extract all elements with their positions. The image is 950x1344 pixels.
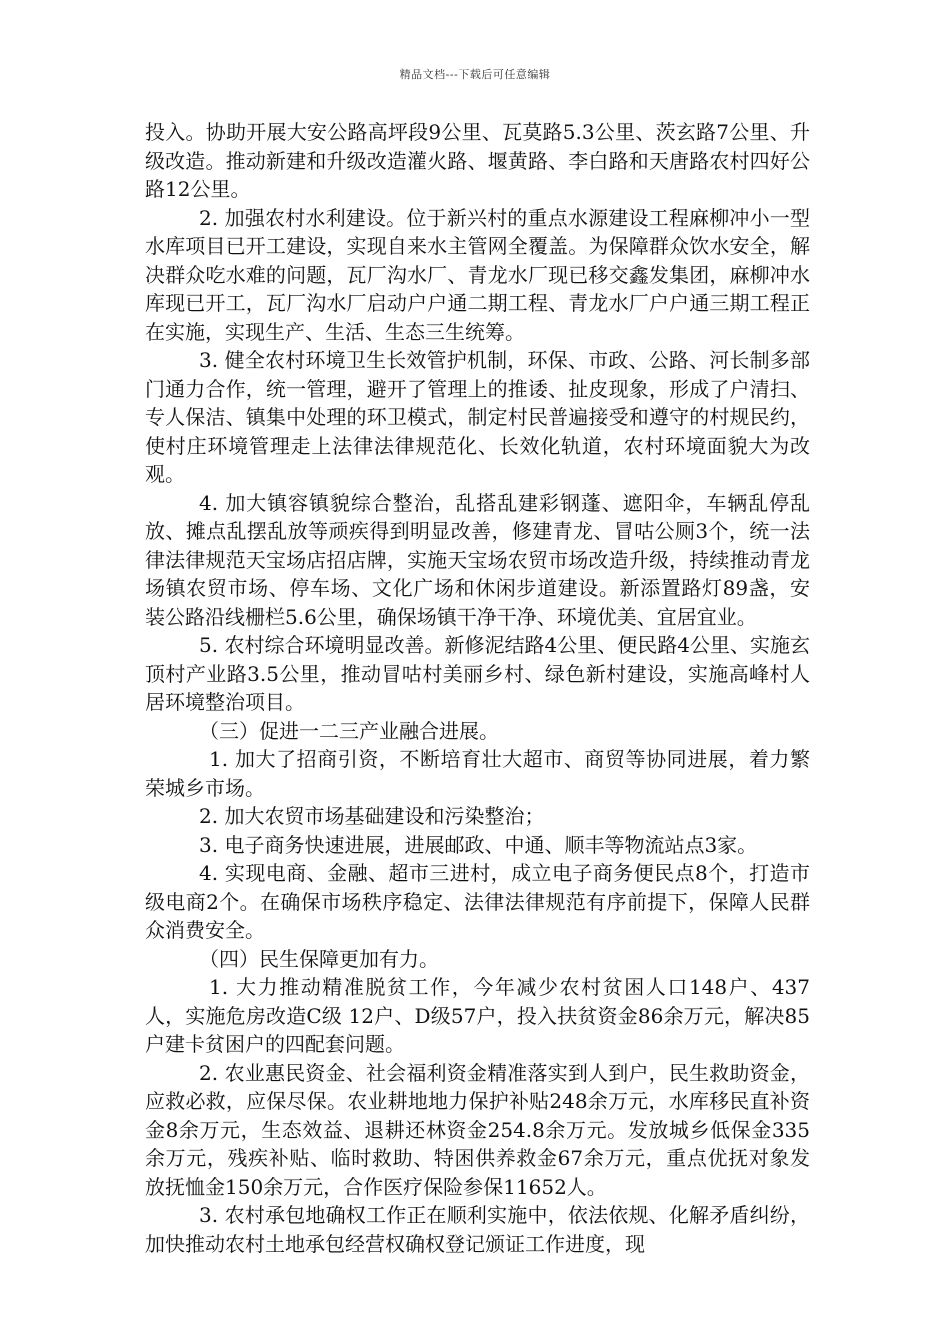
section-heading-livelihood: （四）民生保障更加有力。: [199, 946, 439, 971]
section-heading-industry: （三）促进一二三产业融合进展。: [199, 718, 499, 743]
paragraph-poverty-alleviation: 1. 大力推动精准脱贫工作，今年减少农村贫困人口148户、437人，实施危房改造C级 12户、D级57户，投入扶贫资金86余万元，解决85户建卡贫困户的四配套问题。: [145, 975, 810, 1056]
paragraph-ecommerce: 3. 电子商务快速进展，进展邮政、中通、顺丰等物流站点3家。: [199, 832, 758, 857]
paragraph-welfare-funds: 2. 农业惠民资金、社会福利资金精准落实到人到户，民生救助资金，应救必救，应保尽保。农业耕地地力保护补贴248余万元，水库移民直补资金8余万元，生态效益、退耕还林资金254.8余万元。发放城乡低保金335余万元，残疾补贴、临时救助、特困供养救金67余万元，重点优抚对象发放抚恤金150余万元，合作医疗保险参保11652人。: [145, 1060, 810, 1199]
paragraph-water-conservancy: 2. 加强农村水利建设。位于新兴村的重点水源建设工程麻柳冲小一型水库项目已开工建设，实现自来水主管网全覆盖。为保障群众饮水安全，解决群众吃水难的问题，瓦厂沟水厂、青龙水厂现已移交鑫发集团，麻柳冲水库现已开工，瓦厂沟水厂启动户户通二期工程、青龙水厂户户通三期工程正在实施，实现生产、生活、生态三生统筹。: [145, 205, 810, 344]
paragraph-investment: 1. 加大了招商引资，不断培育壮大超市、商贸等协同进展，着力繁荣城乡市场。: [145, 747, 810, 800]
paragraph-land-rights: 3. 农村承包地确权工作正在顺利实施中，依法依规、化解矛盾纠纷，加快推动农村土地承包经营权确权登记颁证工作进度，现: [145, 1203, 810, 1256]
page-header: 精品文档---下载后可任意编辑: [399, 68, 551, 81]
paragraph-continuation: 投入。协助开展大安公路高坪段9公里、瓦莫路5.3公里、茨玄路7公里、升级改造。推动新建和升级改造灌火路、堰黄路、李白路和天唐路农村四好公路12公里。: [145, 120, 810, 201]
paragraph-town-appearance: 4. 加大镇容镇貌综合整治，乱搭乱建彩钢蓬、遮阳伞，车辆乱停乱放、摊点乱摆乱放等顽疾得到明显改善，修建青龙、冒咕公厕3个，统一法律法律规范天宝场店招店牌，实施天宝场农贸市场改造升级，持续推动青龙场镇农贸市场、停车场、文化广场和休闲步道建设。新添置路灯89盏，安装公路沿线栅栏5.6公里，确保场镇干净干净、环境优美、宜居宜业。: [145, 490, 810, 629]
paragraph-environment-management: 3. 健全农村环境卫生长效管护机制，环保、市政、公路、河长制多部门通力合作，统一管理，避开了管理上的推诿、扯皮现象，形成了户清扫、专人保洁、镇集中处理的环卫模式，制定村民普遍接受和遵守的村规民约，使村庄环境管理走上法律法律规范化、长效化轨道，农村环境面貌大为改观。: [145, 348, 810, 486]
paragraph-market-infrastructure: 2. 加大农贸市场基础建设和污染整治；: [199, 804, 545, 828]
paragraph-rural-environment: 5. 农村综合环境明显改善。新修泥结路4公里、便民路4公里、实施玄顶村产业路3.5公里，推动冒咕村美丽乡村、绿色新村建设，实施高峰村人居环境整治项目。: [145, 633, 810, 714]
document-body: [145, 118, 810, 1258]
paragraph-three-into-village: 4. 实现电商、金融、超市三进村，成立电子商务便民点8个，打造市级电商2个。在确保市场秩序稳定、法律法律规范有序前提下，保障人民群众消费安全。: [145, 861, 810, 942]
